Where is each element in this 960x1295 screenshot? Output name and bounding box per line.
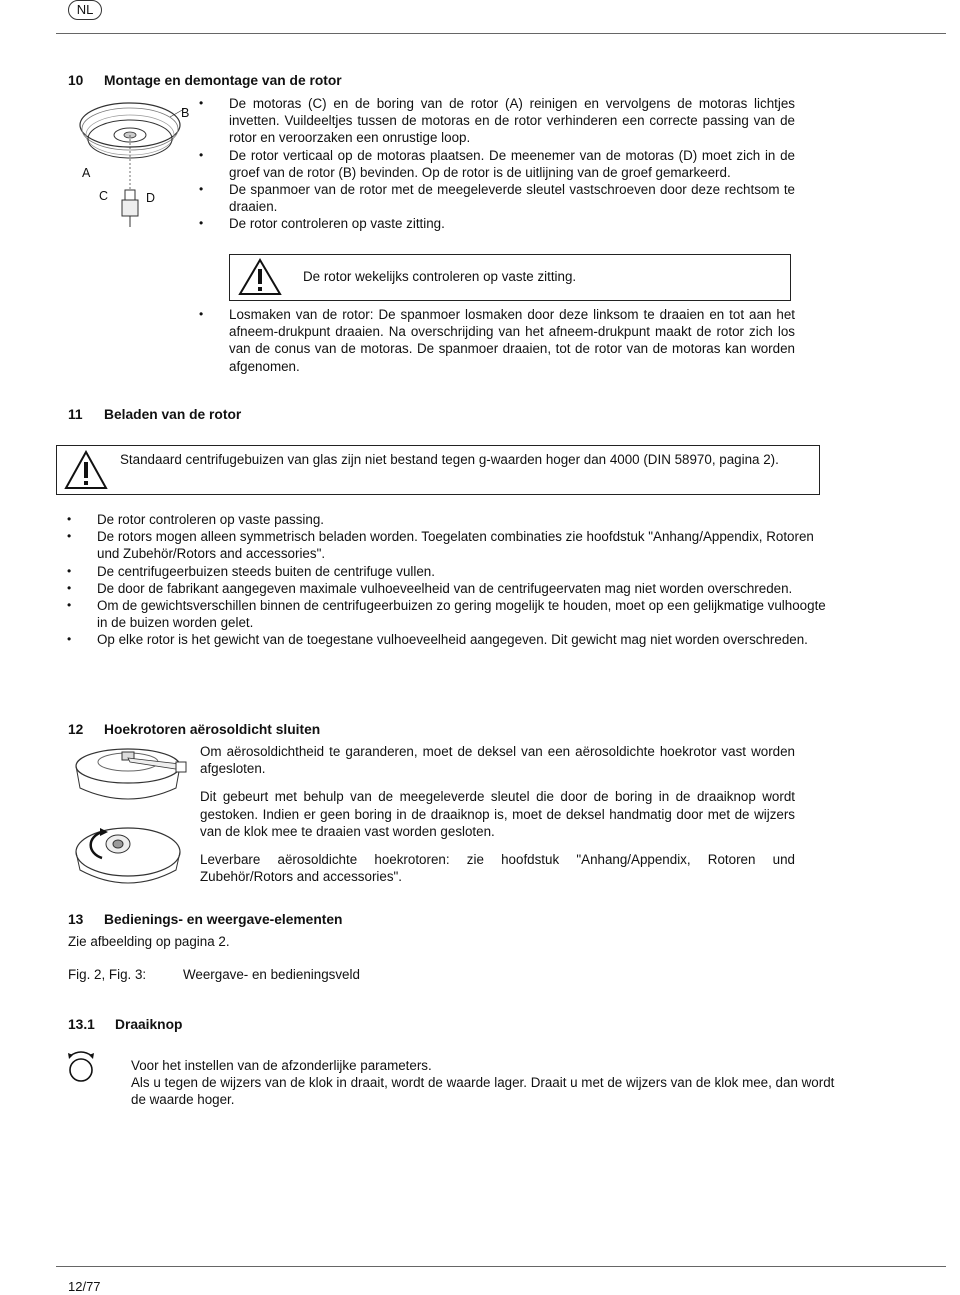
paragraph: Voor het instellen van de afzonderlijke parameters. <box>131 1058 432 1073</box>
rotary-knob-icon <box>66 1050 96 1084</box>
angle-rotor-figure <box>70 740 192 900</box>
header-rule <box>56 33 946 34</box>
figure-label-d: D <box>146 191 156 205</box>
section-10-bullets-1 <box>229 95 795 233</box>
page-number: 12/77 <box>68 1279 101 1294</box>
section-10-bullets-2 <box>229 306 795 375</box>
section-13-text: Zie afbeelding op pagina 2. <box>68 934 230 949</box>
section-13-1-text <box>131 1057 851 1109</box>
rotor-mount-figure <box>70 95 190 230</box>
section-12-text <box>200 743 795 885</box>
paragraph: Om aërosoldichtheid te garanderen, moet de deksel van een aërosoldichte hoekrotor vast worden afgesloten. <box>200 744 795 777</box>
section-11-title: Beladen van de rotor <box>104 407 242 422</box>
section-11-heading: 11 Beladen van de rotor <box>68 407 242 422</box>
warning-triangle-icon <box>238 258 282 296</box>
section-13-1-title: Draaiknop <box>115 1017 183 1032</box>
section-13-1-heading: 13.1 Draaiknop <box>68 1017 183 1032</box>
figure-label-c: C <box>99 189 109 203</box>
list-item: • De motoras (C) en de boring van de rotor (A) reinigen en vervolgens de motoras lichtjes invetten. Vuildeeltjes tussen de motoras en de rotor verhinderen een correcte passing van de rotor en veroorzaken een onrustige loop. <box>229 95 795 147</box>
paragraph: Dit gebeurt met behulp van de meegeleverde sleutel die door de boring in de draaiknop wordt gestoken. Indien er geen boring in de draaiknop is, moet de deksel handmatig door met de wijzers van de klok mee te draaien vast worden gesloten. <box>200 789 795 839</box>
section-11-bullets <box>97 511 832 649</box>
rotor-mount-illustration <box>70 95 190 230</box>
figure-reference: Fig. 2, Fig. 3: <box>68 967 147 982</box>
list-item: • De centrifugeerbuizen steeds buiten de centrifuge vullen. <box>97 563 832 580</box>
list-item: • Op elke rotor is het gewicht van de toegestane vulhoeveelheid aangegeven. Dit gewicht mag niet worden overschreden. <box>97 631 832 648</box>
figure-description: Weergave- en bedieningsveld <box>183 967 360 982</box>
footer-rule <box>56 1266 946 1267</box>
section-12-title: Hoekrotoren aërosoldicht sluiten <box>104 722 321 737</box>
warning-text: Standaard centrifugebuizen van glas zijn niet bestand tegen g-waarden hoger dan 4000 (DIN 58970, pagina 2). <box>120 452 779 467</box>
warning-box-rotor-check <box>229 254 791 301</box>
figure-label-b: B <box>181 106 190 120</box>
language-badge: NL <box>68 0 102 20</box>
list-item: • De rotor controleren op vaste passing. <box>97 511 832 528</box>
section-12-heading: 12 Hoekrotoren aërosoldicht sluiten <box>68 722 321 737</box>
figure-label-a: A <box>82 166 91 180</box>
list-item: • Losmaken van de rotor: De spanmoer losmaken door deze linksom te draaien en tot aan het afneem-drukpunt draaien. Na overschrijding van het afneem-drukpunt maakt de rotor zich los van de conus van de motoras. De spanmoer draaien, tot de rotor van de motoras kan worden afgenomen. <box>229 306 795 375</box>
section-10-title: Montage en demontage van de rotor <box>104 73 342 88</box>
paragraph: Leverbare aërosoldichte hoekrotoren: zie hoofdstuk "Anhang/Appendix, Rotoren und Zubehör/Rotors and accessories". <box>200 852 795 885</box>
paragraph: Als u tegen de wijzers van de klok in draait, wordt de waarde lager. Draait u met de wijzers van de klok mee, dan wordt de waarde hoger. <box>131 1075 835 1108</box>
section-13-title: Bedienings- en weergave-elementen <box>104 912 343 927</box>
angle-rotor-illustration <box>70 740 192 900</box>
warning-text: De rotor wekelijks controleren op vaste zitting. <box>303 269 577 284</box>
list-item: • De door de fabrikant aangegeven maximale vulhoeveelheid van de centrifugeervaten mag niet worden overschreden. <box>97 580 832 597</box>
section-13-heading: 13 Bedienings- en weergave-elementen <box>68 912 343 927</box>
section-10-heading: 10 Montage en demontage van de rotor <box>68 73 342 88</box>
list-item: • Om de gewichtsverschillen binnen de centrifugeerbuizen zo gering mogelijk te houden, moet op een gelijkmatige vulhoogte in de buizen worden gelet. <box>97 597 832 631</box>
warning-box-glass-tubes <box>56 445 820 495</box>
list-item: • De rotor controleren op vaste zitting. <box>229 215 795 232</box>
list-item: • De rotor verticaal op de motoras plaatsen. De meenemer van de motoras (D) moet zich in de groef van de rotor (B) bevinden. Op de rotor is de uitlijning van de groef gemarkeerd. <box>229 147 795 181</box>
list-item: • De spanmoer van de rotor met de meegeleverde sleutel vastschroeven door deze rechtsom te draaien. <box>229 181 795 215</box>
list-item: • De rotors mogen alleen symmetrisch beladen worden. Toegelaten combinaties zie hoofdstuk "Anhang/Appendix, Rotoren und Zubehör/Rotors and accessories". <box>97 528 832 562</box>
warning-triangle-icon <box>64 450 108 490</box>
